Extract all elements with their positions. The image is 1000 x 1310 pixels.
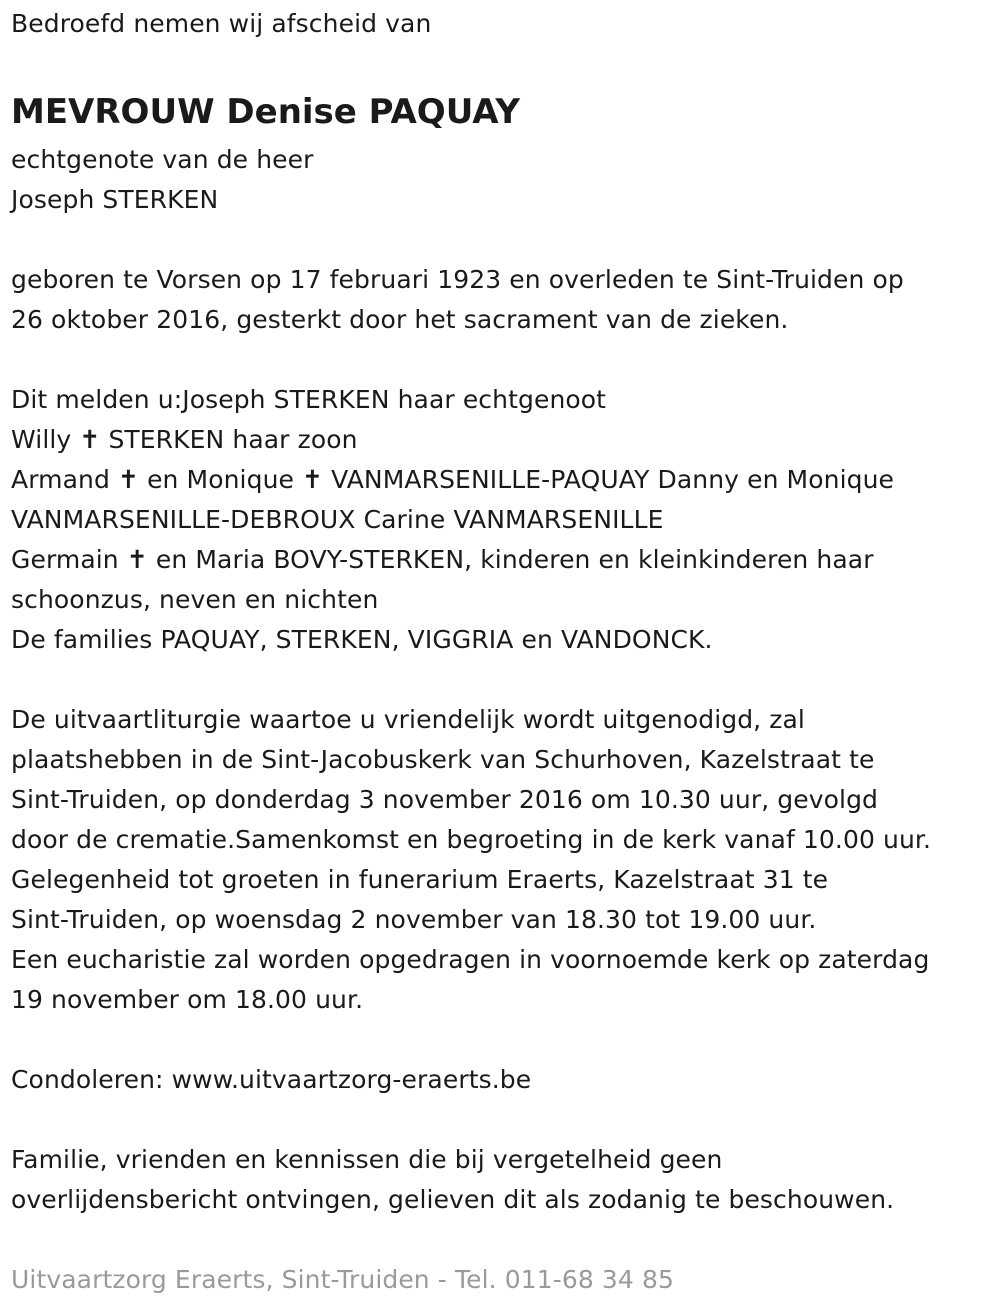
spacer <box>11 1020 996 1060</box>
family-line: VANMARSENILLE-DEBROUX Carine VANMARSENILLE <box>11 505 664 534</box>
condolences-text: Condoleren: www.uitvaartzorg-eraerts.be <box>11 1065 532 1094</box>
family-paragraph <box>11 380 996 660</box>
ceremony-line: Een eucharistie zal worden opgedragen in voornoemde kerk op zaterdag <box>11 945 930 974</box>
paragraph-line: geboren te Vorsen op 17 februari 1923 en overleden te Sint-Truiden op <box>11 265 904 294</box>
family-line: De families PAQUAY, STERKEN, VIGGRIA en VANDONCK. <box>11 625 713 654</box>
family-line: Willy ✝ STERKEN haar zoon <box>11 425 358 454</box>
family-line: Armand ✝ en Monique ✝ VANMARSENILLE-PAQUAY Danny en Monique <box>11 465 895 494</box>
closing-line: Familie, vrienden en kennissen die bij vergetelheid geen <box>11 1145 723 1174</box>
ceremony-line: plaatshebben in de Sint-Jacobuskerk van Schurhoven, Kazelstraat te <box>11 745 875 774</box>
intro-text: Bedroefd nemen wij afscheid van <box>11 9 432 38</box>
ceremony-paragraph <box>11 700 996 1020</box>
ceremony-line: Gelegenheid tot groeten in funerarium Eraerts, Kazelstraat 31 te <box>11 865 829 894</box>
closing-paragraph <box>11 1140 996 1220</box>
paragraph-line: 26 oktober 2016, gesterkt door het sacrament van de zieken. <box>11 305 789 334</box>
spacer <box>11 340 996 380</box>
ceremony-line: Sint-Truiden, op woensdag 2 november van 18.30 tot 19.00 uur. <box>11 905 817 934</box>
spacer <box>11 44 996 84</box>
ceremony-line: De uitvaartliturgie waartoe u vriendelijk wordt uitgenodigd, zal <box>11 705 805 734</box>
deceased-name: MEVROUW Denise PAQUAY <box>11 92 520 132</box>
spouse-line-1: echtgenote van de heer <box>11 145 314 174</box>
family-line: schoonzus, neven en nichten <box>11 585 379 614</box>
ceremony-line: Sint-Truiden, op donderdag 3 november 2016 om 10.30 uur, gevolgd <box>11 785 879 814</box>
ceremony-line: 19 november om 18.00 uur. <box>11 985 364 1014</box>
spacer <box>11 660 996 700</box>
family-line: Germain ✝ en Maria BOVY-STERKEN, kinderen en kleinkinderen haar <box>11 545 874 574</box>
spacer <box>11 1100 996 1140</box>
birth-death-paragraph <box>11 260 996 340</box>
family-line: Dit melden u:Joseph STERKEN haar echtgenoot <box>11 385 607 414</box>
spacer <box>11 220 996 260</box>
closing-line: overlijdensbericht ontvingen, gelieven dit als zodanig te beschouwen. <box>11 1185 895 1214</box>
death-notice <box>11 4 996 1300</box>
spacer <box>11 1220 996 1260</box>
ceremony-line: door de crematie.Samenkomst en begroeting in de kerk vanaf 10.00 uur. <box>11 825 932 854</box>
spouse-line-2: Joseph STERKEN <box>11 185 219 214</box>
funeral-home-footer: Uitvaartzorg Eraerts, Sint-Truiden - Tel. 011-68 34 85 <box>11 1265 674 1294</box>
